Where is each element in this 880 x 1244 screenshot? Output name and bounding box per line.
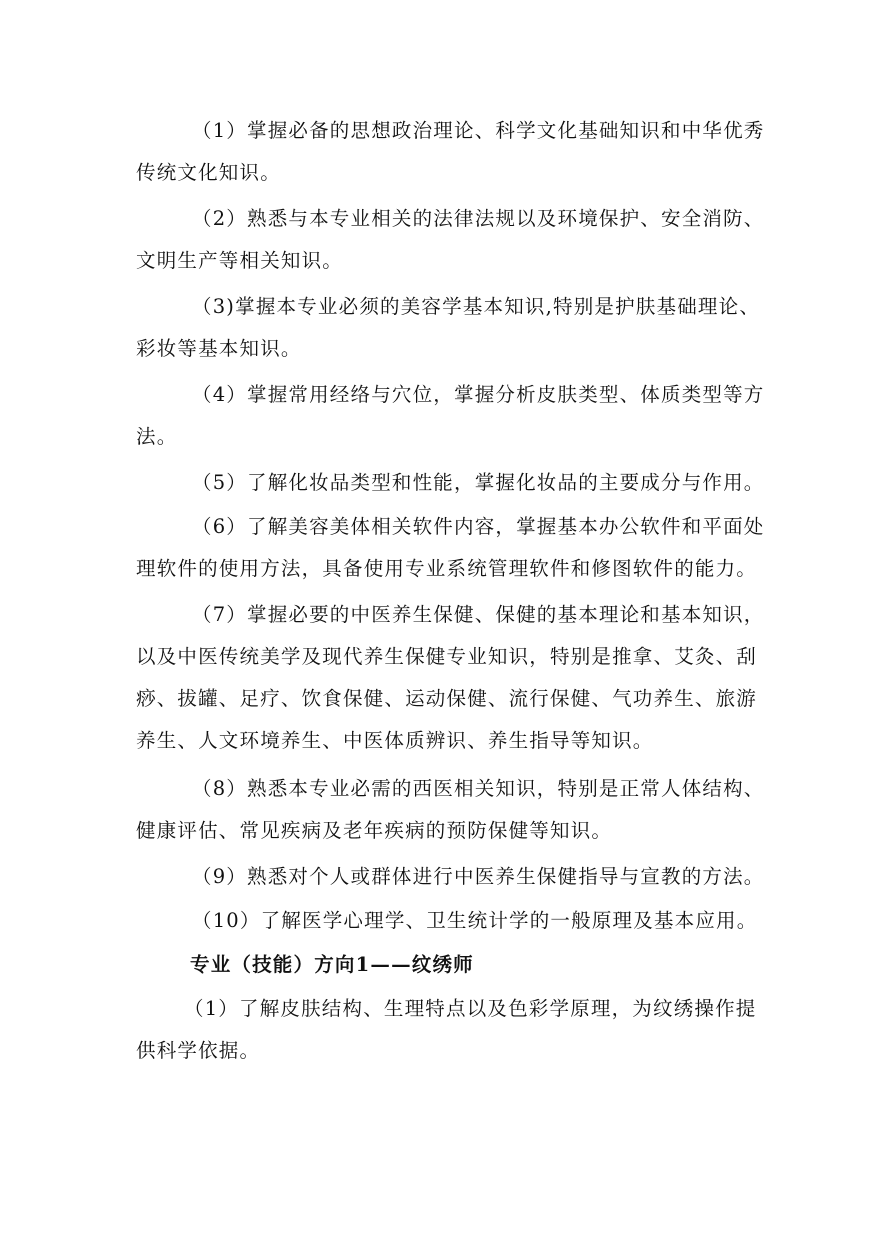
paragraph-line: （8）熟悉本专业必需的西医相关知识，特别是正常人体结构、	[192, 777, 765, 800]
paragraph-line: 传统文化知识。	[136, 161, 281, 184]
paragraph-line: 法。	[136, 425, 178, 448]
paragraph-line: 理软件的使用方法，具备使用专业系统管理软件和修图软件的能力。	[136, 557, 758, 580]
paragraph-line: 养生、人文环境养生、中医体质辨识、养生指导等知识。	[136, 729, 654, 752]
knowledge-item-10	[136, 900, 758, 942]
knowledge-item-8	[136, 768, 765, 852]
paragraph-line: （1）了解皮肤结构、生理特点以及色彩学原理，为纹绣操作提	[184, 997, 757, 1020]
knowledge-item-5	[136, 462, 765, 504]
paragraph-line: 彩妆等基本知识。	[136, 337, 302, 360]
paragraph-line: （5）了解化妆品类型和性能，掌握化妆品的主要成分与作用。	[192, 471, 765, 494]
paragraph-line: （2）熟悉与本专业相关的法律法规以及环境保护、安全消防、	[192, 207, 765, 230]
paragraph-line: 文明生产等相关知识。	[136, 249, 344, 272]
paragraph-line: （1）掌握必备的思想政治理论、科学文化基础知识和中华优秀	[192, 119, 765, 142]
knowledge-item-6	[136, 506, 765, 590]
paragraph-line: （3)掌握本专业必须的美容学基本知识,特别是护肤基础理论、	[192, 295, 761, 318]
paragraph-line: 健康评估、常见疾病及老年疾病的预防保健等知识。	[136, 819, 613, 842]
paragraph-line: 供科学依据。	[136, 1039, 261, 1062]
paragraph-line: （7）掌握必要的中医养生保健、保健的基本理论和基本知识，	[192, 603, 765, 626]
knowledge-item-3	[136, 286, 761, 370]
knowledge-item-7	[136, 594, 765, 762]
paragraph-line: （6）了解美容美体相关软件内容，掌握基本办公软件和平面处	[192, 515, 765, 538]
section-item-1	[136, 988, 757, 1072]
knowledge-item-1	[136, 110, 765, 194]
section-heading: 专业（技能）方向1——纹绣师	[190, 953, 474, 976]
knowledge-item-4	[136, 374, 765, 458]
paragraph-line: 以及中医传统美学及现代养生保健专业知识，特别是推拿、艾灸、刮	[136, 645, 758, 668]
knowledge-item-2	[136, 198, 765, 282]
paragraph-line: （9）熟悉对个人或群体进行中医养生保健指导与宣教的方法。	[192, 865, 765, 888]
paragraph-line: （10）了解医学心理学、卫生统计学的一般原理及基本应用。	[192, 909, 758, 932]
paragraph-line: 痧、拔罐、足疗、饮食保健、运动保健、流行保健、气功养生、旅游	[136, 687, 758, 710]
knowledge-item-9	[136, 856, 765, 898]
paragraph-line: （4）掌握常用经络与穴位，掌握分析皮肤类型、体质类型等方	[192, 383, 765, 406]
